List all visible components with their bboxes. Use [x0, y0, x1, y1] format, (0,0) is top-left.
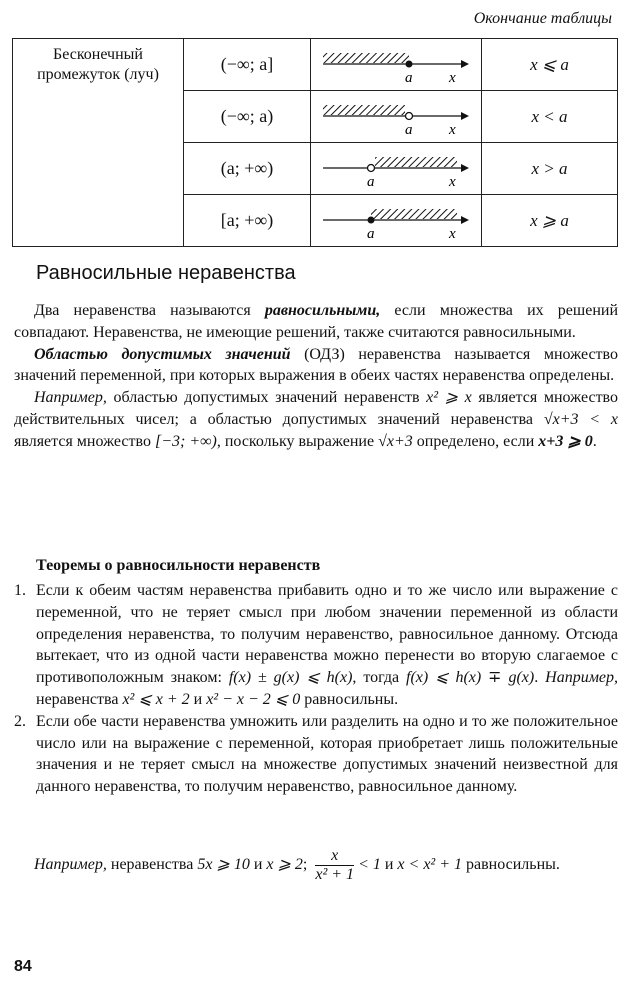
number-line-cell: [311, 91, 482, 143]
term-emphasis: равносильными,: [264, 302, 381, 319]
text-run: и: [249, 856, 267, 874]
text-run: неравенства: [106, 856, 198, 874]
interval-notation: (−∞; a): [184, 91, 311, 143]
math-expression: x² ⩽ x + 2: [122, 690, 190, 708]
math-expression: x ⩾ 2: [266, 856, 303, 874]
text-run: .: [592, 432, 597, 450]
text-run: .: [534, 669, 546, 687]
text-run: если множества их решений совпадают. Неравенства, не имеющие решений, также считаются равносильными.: [14, 302, 619, 341]
row-header-infinite-interval: Бесконечный промежуток (луч): [13, 39, 184, 247]
example-label: Например,: [34, 389, 107, 407]
endpoint-open: [406, 112, 413, 119]
number-line-3: [311, 196, 481, 246]
text-run: Если к обеим частям неравенства прибавить одно и то же число или выражение с переменной, что не теряет смысл при любом значении переменной из области определения неравенства, то получим неравенство, равносильное данному. Отсюда вытекает, что из одной части неравенства можно перенести во вторую слагаемое с противоположным знаком:: [36, 582, 618, 687]
endpoint-open: [368, 164, 375, 171]
shaded-region: [371, 209, 457, 219]
point-label: a: [405, 69, 413, 86]
axis-var-label: x: [449, 121, 456, 138]
paragraph-example: [14, 387, 618, 452]
list-item: [14, 580, 618, 711]
math-expression: x < x² + 1: [397, 856, 463, 874]
math-expression: 5x ⩾ 10: [197, 856, 250, 874]
interval-notation: (a; +∞): [184, 143, 311, 195]
text-run: равносильны.: [462, 856, 560, 874]
text-run: и: [189, 690, 207, 708]
text-run: , поскольку выражение: [216, 432, 379, 450]
axis-arrow: [461, 216, 469, 224]
axis-arrow: [461, 164, 469, 172]
section-title: Равносильные неравенства: [36, 262, 296, 284]
math-expression: < 1: [358, 856, 381, 874]
interval-table: [12, 38, 618, 247]
item-number: 1.: [14, 582, 26, 599]
number-line-0: [311, 40, 481, 90]
fraction-numerator: x: [315, 847, 354, 866]
math-expression: f(x) ⩽ h(x) ∓ g(x): [406, 669, 535, 687]
inequality: x ⩾ a: [482, 195, 618, 247]
math-expression: x² ⩾ x: [426, 389, 472, 407]
page-number: 84: [14, 958, 32, 975]
item-number: 2.: [14, 712, 26, 730]
shaded-region: [323, 53, 409, 63]
text-run: , тогда: [352, 669, 407, 687]
fraction-denominator: x² + 1: [315, 866, 355, 883]
example-label: Например,: [34, 856, 107, 874]
text-run: определено, если: [412, 432, 539, 450]
fraction: [315, 847, 354, 884]
endpoint-closed: [406, 60, 413, 67]
text-run: является множество: [14, 432, 155, 450]
text-run: ;: [302, 856, 312, 874]
math-expression: x² − x − 2 ⩽ 0: [206, 690, 301, 708]
text-run: и: [380, 856, 398, 874]
text-run: Если обе части неравенства умножить или разделить на одно и то же положительное число или на выражение с переменной, которая приобретает лишь положительные значения и не теряет смысл на множестве допустимых значений неизвестной для данного неравенства, то получим неравенство, равносильное данному.: [36, 712, 618, 796]
table-continuation-label: Окончание таблицы: [473, 10, 612, 27]
text-run: Два неравенства называются: [34, 302, 265, 319]
number-line-cell: [311, 143, 482, 195]
list-item: [14, 711, 618, 798]
text-run: неравенства: [36, 690, 123, 708]
interval-notation: (−∞; a]: [184, 39, 311, 91]
math-expression: √x+3: [378, 432, 413, 450]
math-expression: f(x) ± g(x) ⩽ h(x): [228, 669, 353, 687]
paragraph-example-2: [14, 847, 618, 884]
section-body: [14, 300, 618, 453]
shaded-region: [323, 105, 405, 115]
theorems-title: Теоремы о равносильности неравенств: [36, 557, 321, 574]
point-label: a: [405, 121, 413, 138]
text-run: областью допустимых значений неравенств: [106, 389, 427, 407]
number-line-2: [311, 144, 481, 194]
text-run: (ОДЗ) неравенства называется множество значений переменной, при которых выражения в обеих частях неравенства определены.: [14, 345, 618, 385]
inequality: x > a: [482, 143, 618, 195]
axis-arrow: [461, 60, 469, 68]
inequality: x ⩽ a: [482, 39, 618, 91]
math-expression: [−3; +∞): [154, 432, 217, 450]
number-line-cell: [311, 39, 482, 91]
math-expression: x+3 ⩾ 0: [538, 432, 593, 450]
endpoint-closed: [368, 216, 375, 223]
example-label: Например,: [545, 669, 619, 687]
axis-arrow: [461, 112, 469, 120]
axis-var-label: x: [449, 69, 456, 86]
paragraph-domain: [14, 344, 618, 388]
inequality: x < a: [482, 91, 618, 143]
axis-var-label: x: [449, 225, 456, 242]
paragraph-definition: [14, 300, 618, 344]
interval-notation: [a; +∞): [184, 195, 311, 247]
text-run: равносильны.: [300, 690, 399, 708]
theorems-list: [14, 580, 618, 798]
point-label: a: [367, 225, 375, 242]
point-label: a: [367, 173, 375, 190]
number-line-1: [311, 92, 481, 142]
shaded-region: [375, 157, 457, 167]
term-emphasis: Областью допустимых значений: [34, 345, 291, 363]
text-run: является множество действительных чисел; а областью допустимых значений неравенства: [14, 389, 618, 428]
axis-var-label: x: [449, 173, 456, 190]
table-row: [13, 39, 618, 91]
number-line-cell: [311, 195, 482, 247]
math-expression: √x+3 < x: [543, 410, 618, 428]
